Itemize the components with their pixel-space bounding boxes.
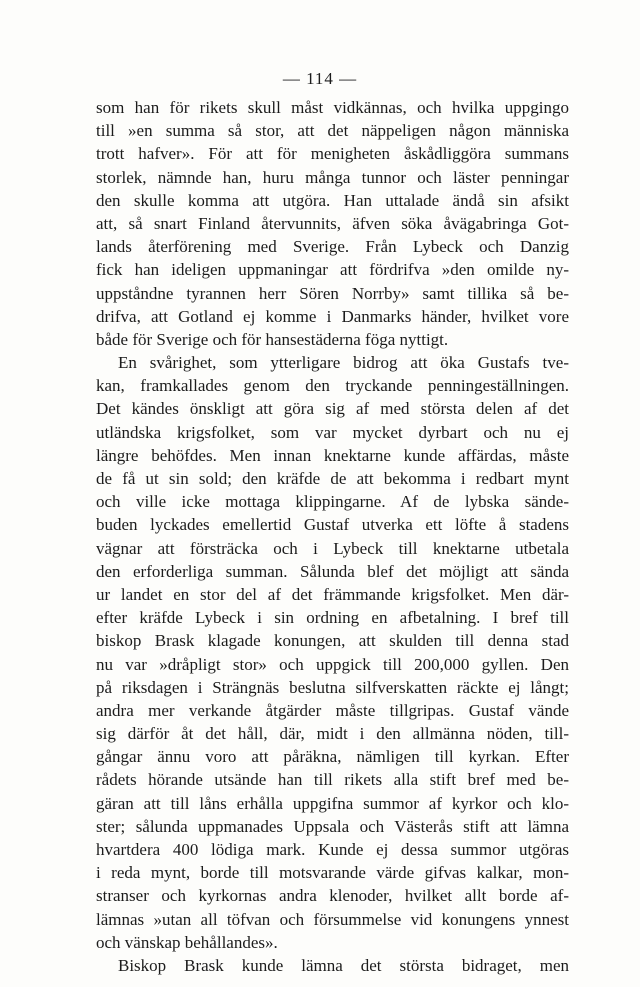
page-number: — 114 — xyxy=(282,69,358,88)
text-line: lämnas »utan all töfvan och försummelse vid konungens ynnest xyxy=(96,909,569,929)
text-line: andra mer verkande åtgärder måste tillgripas. Gustaf vände xyxy=(96,700,569,720)
text-line: utländska krigsfolket, som var mycket dyrbart och nu ej xyxy=(96,422,569,442)
text-line: som han för rikets skull måst vidkännas, och hvilka uppgingo xyxy=(96,98,569,117)
text-line: drifva, att Gotland ej komme i Danmarks händer, hvilket vore xyxy=(96,306,569,326)
text-line: både för Sverige och för hansestäderna föga nyttigt. xyxy=(96,329,449,349)
text-line: den skulle komma att utgöra. Han uttalade ändå sin afsikt xyxy=(96,190,569,210)
text-line: ur landet en stor del af det främmande krigsfolket. Men där- xyxy=(96,584,569,604)
body-text xyxy=(96,96,569,977)
text-line: och ville icke mottaga klippingarne. Af de lybska sände- xyxy=(96,492,569,512)
text-line: buden lyckades emellertid Gustaf utverka ett löfte å stadens xyxy=(96,515,569,535)
text-line: gångar ännu voro att påräkna, nämligen till kyrkan. Efter xyxy=(96,747,569,767)
text-line: gäran att till låns erhålla uppgifna summor af kyrkor och klo- xyxy=(96,793,569,813)
text-line: Det kändes önskligt att göra sig af med största delen af det xyxy=(96,399,569,419)
text-line: efter kräfde Lybeck i sin ordning en afbetalning. I bref till xyxy=(96,608,569,628)
text-line: vägnar att försträcka och i Lybeck till knektarne utbetala xyxy=(96,538,569,558)
text-line: på riksdagen i Strängnäs beslutna silfverskatten räckte ej långt; xyxy=(96,677,569,697)
text-line: till »en summa så stor, att det näppeligen någon människa xyxy=(96,121,569,141)
text-line: Biskop Brask kunde lämna det största bidraget, men xyxy=(118,955,569,975)
text-line: längre behöfdes. Men innan knektarne kunde affärdas, måste xyxy=(96,445,569,465)
text-line: och vänskap behållandes». xyxy=(96,932,278,952)
text-line: nu var »dråpligt stor» och uppgick till 200,000 gyllen. Den xyxy=(96,654,569,674)
text-line: trott hafver». För att för menigheten åskådliggöra summans xyxy=(96,144,569,164)
text-line: i reda mynt, borde till motsvarande värde gifvas kalkar, mon- xyxy=(96,863,569,883)
text-line: storlek, nämnde han, huru många tunnor och läster penningar xyxy=(96,167,569,187)
text-line: att, så snart Finland återvunnits, äfven söka åvägabringa Got- xyxy=(96,213,569,233)
text-line: lands återförening med Sverige. Från Lybeck och Danzig xyxy=(96,237,569,257)
text-line: uppståndne tyrannen herr Sören Norrby» samt tillika så be- xyxy=(96,283,569,303)
text-line: kan, framkallades genom den tryckande penningeställningen. xyxy=(96,376,569,396)
text-line: ster; sålunda uppmanades Uppsala och Västerås stift att lämna xyxy=(96,816,569,836)
text-line: rådets hörande utsände han till rikets alla stift bref med be- xyxy=(96,770,569,790)
text-line: biskop Brask klagade konungen, att skulden till denna stad xyxy=(96,631,569,651)
text-line: de få ut sin sold; den kräfde de att bekomma i redbart mynt xyxy=(96,469,569,488)
text-line: den erforderliga summan. Sålunda blef det möjligt att sända xyxy=(96,561,569,581)
text-line: hvartdera 400 lödiga mark. Kunde ej dessa summor utgöras xyxy=(96,840,569,859)
text-line: En svårighet, som ytterligare bidrog att öka Gustafs tve- xyxy=(118,353,569,373)
text-line: fick han ideligen uppmaningar att fördrifva »den omilde ny- xyxy=(96,260,569,280)
text-line: stranser och kyrkornas andra klenoder, hvilket allt borde af- xyxy=(96,886,569,906)
text-line: sig därför åt det håll, där, midt i den allmänna nöden, till- xyxy=(96,724,569,744)
